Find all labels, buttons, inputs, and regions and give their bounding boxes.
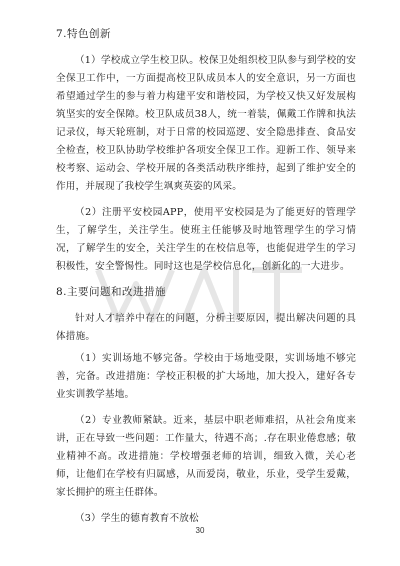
paragraph-guard-team: （1）学校成立学生校卫队。校保卫处组织校卫队参与到学校的安全保卫工作中，一方面提高校卫队成员本人的安全意识，另一方面也希望通过学生的参与着力构建平安和谐校园，为学校又快又好发展构筑坚实的安全保障。校卫队成员38人，统一着装，佩戴工作牌和执法记录仪，每天轮班制，对于日常的校园巡逻、安全隐患排查、食品安全检查，校卫队协助学校维护各项安全保卫工作。迎新工作、领导来校考察、运动会、学校开展的各类活动秩序维持，起到了维护安全的作用，并展现了我校学生飒爽英姿的风采。	[56, 55, 356, 192]
paragraph-moral-education: （3）学生的德育教育不放松	[75, 513, 199, 524]
paragraph-safe-campus-app: （2）注册平安校园APP，使用平安校园是为了能更好的管理学生，了解学生，关注学生。使班主任能够及时地管理学生的学习情况，了解学生的安全，关注学生的在校信息等，也能促进学生的学习积极性，安全警惕性。同时这也是学校信息化，创新化的一大进步。	[56, 207, 356, 272]
paragraph-teacher-shortage: （2）专业教师紧缺。近来，基层中职老师难招，从社会角度来讲，正在导致一些问题：工作量大，待遇不高；.存在职业倦怠感；敬业精神不高。改进措施：学校增强老师的培训，细致入微，关心老师，让他们在学校有归属感，从而爱岗，敬业，乐业，受学生爱戴，家长拥护的班主任群体。	[56, 415, 356, 498]
paragraph-intro: 针对人才培养中存在的问题，分析主要原因，提出解决问题的具体措施。	[56, 313, 356, 342]
section-heading-innovation: 7.特色创新	[56, 28, 112, 40]
section-heading-problems: 8.主要问题和改进措施	[56, 286, 167, 298]
page-number: 30	[195, 526, 205, 535]
page-content	[56, 26, 356, 536]
paragraph-training-site: （1）实训场地不够完备。学校由于场地受限，实训场地不够完善，完备。改进措施：学校正积极的扩大场地，加大投入，建好各专业实训教学基地。	[56, 353, 356, 400]
